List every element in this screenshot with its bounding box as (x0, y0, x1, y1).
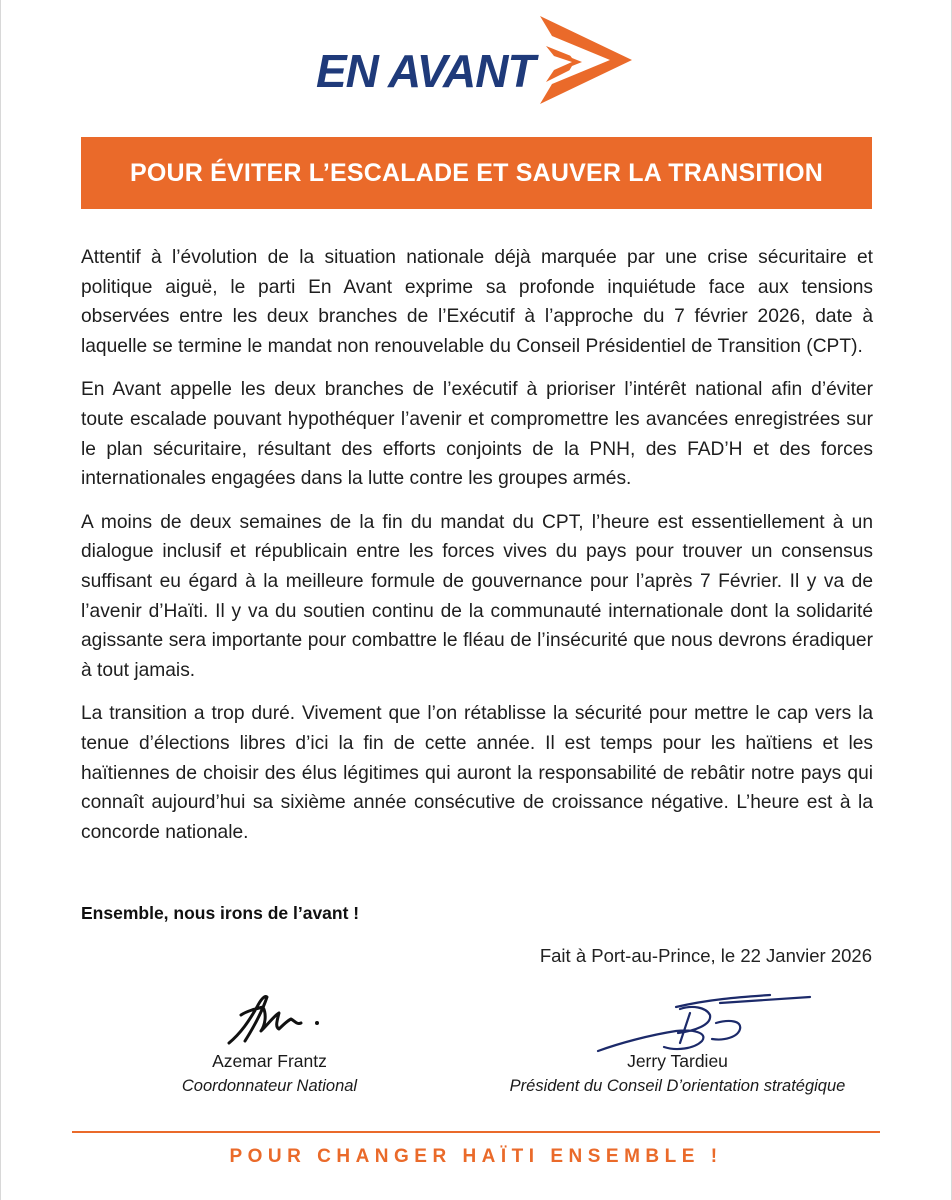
signer-title: Président du Conseil D’orientation stratégique (509, 1077, 846, 1095)
play-arrows-icon (512, 10, 637, 110)
title-banner (81, 137, 872, 209)
signer-name: Azemar Frantz (212, 1051, 327, 1071)
signature-jerry-tardieu (480, 985, 875, 1060)
footer-divider (72, 1131, 880, 1133)
signature-azemar-frantz (137, 985, 402, 1055)
signer-name: Jerry Tardieu (627, 1051, 728, 1071)
paragraph-4: La transition a trop duré. Vivement que l’on rétablisse la sécurité pour mettre le cap vers la tenue d’élections libres d’ici la fin de cette année. Il est temps pour les haïtiens et les haïtiennes de choisir des élus légitimes qui auront la responsabilité de rebâtir notre pays qui connaît aujourd’hui sa sixième année consécutive de croissance négative. L’heure est à la concorde nationale. (81, 703, 873, 843)
signer-title: Coordonnateur National (181, 1077, 358, 1095)
paragraph-1: Attentif à l’évolution de la situation nationale déjà marquée par une crise sécuritaire et politique aiguë, le parti En Avant exprime sa profonde inquiétude face aux tensions observées entre les deux branches de l’Exécutif à l’approche du 7 février 2026, date à laquelle se termine le mandat non renouvelable du Conseil Présidentiel de Transition (CPT). (81, 247, 873, 357)
place-date: Fait à Port-au-Prince, le 22 Janvier 2026 (539, 945, 872, 966)
signature-block-right (480, 985, 875, 1110)
paragraph-3: A moins de deux semaines de la fin du mandat du CPT, l’heure est essentiellement à un dialogue inclusif et républicain entre les forces vives du pays pour trouver un consensus suffisant eu égard à la meilleure formule de gouvernance pour l’après 7 Février. Il y va de l’avenir d’Haïti. Il y va du soutien continu de la communauté internationale dont la solidarité agissante sera importante pour combattre le fléau de l’insécurité que nous devrons éradiquer à tout jamais. (81, 511, 873, 681)
statement-body (81, 243, 873, 861)
logo-wordmark: EN AVANT (316, 45, 535, 97)
signature-block-left (137, 985, 402, 1110)
closing-line: Ensemble, nous irons de l’avant ! (81, 903, 360, 923)
en-avant-logo (312, 10, 642, 110)
page-title: POUR ÉVITER L’ESCALADE ET SAUVER LA TRANSITION (129, 158, 824, 187)
paragraph-2: En Avant appelle les deux branches de l’exécutif à prioriser l’intérêt national afin d’éviter toute escalade pouvant hypothéquer l’avenir et compromettre les avancées enregistrées sur le plan sécuritaire, résultant des efforts conjoints de la PNH, des FAD’H et des forces internationales engagées dans la lutte contre les groupes armés. (81, 379, 873, 490)
footer-tagline: POUR CHANGER HAÏTI ENSEMBLE ! (229, 1146, 723, 1167)
